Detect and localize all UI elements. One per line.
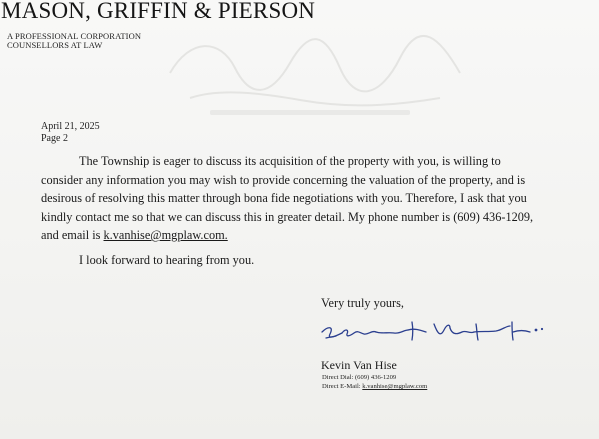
firm-subtitle-corporation: A PROFESSIONAL CORPORATION	[7, 31, 142, 41]
handwritten-signature	[316, 318, 546, 348]
closing-salutation: Very truly yours,	[321, 296, 404, 310]
email-link[interactable]: k.vanhise@mgplaw.com.	[103, 228, 228, 242]
direct-dial	[322, 374, 396, 381]
direct-dial-label: Direct Dial:	[322, 374, 354, 381]
paragraph-line: consider any information you may wish to provide concerning the valuation of the property, and is	[41, 172, 526, 187]
watermark-seal	[150, 18, 480, 128]
letter-date: April 21, 2025	[41, 121, 100, 132]
direct-email-label: Direct E-Mail:	[322, 383, 361, 390]
page-number: Page 2	[41, 133, 68, 144]
direct-dial-value: (609) 436-1209	[354, 374, 397, 381]
email-prefix: and email is	[41, 228, 104, 242]
paragraph-line: desirous of resolving this matter through bona fide negotiations with you. Therefore, I ask that you	[41, 191, 527, 205]
paragraph-line: kindly contact me so that we can discuss this in greater detail. My phone number is (609) 436-1209,	[41, 209, 534, 224]
body-paragraph-2: I look forward to hearing from you.	[79, 253, 255, 267]
paragraph-line-email	[41, 226, 576, 245]
paragraph-line: The Township is eager to discuss its acquisition of the property with you, is willing to	[79, 154, 501, 168]
signer-name: Kevin Van Hise	[321, 358, 397, 372]
direct-email	[322, 383, 427, 390]
firm-subtitle-counsellors: COUNSELLORS AT LAW	[7, 40, 103, 50]
body-paragraph-1	[41, 152, 576, 245]
direct-email-link[interactable]: k.vanhise@mgplaw.com	[362, 383, 428, 390]
firm-name: MASON, GRIFFIN & PIERSON	[1, 0, 316, 23]
